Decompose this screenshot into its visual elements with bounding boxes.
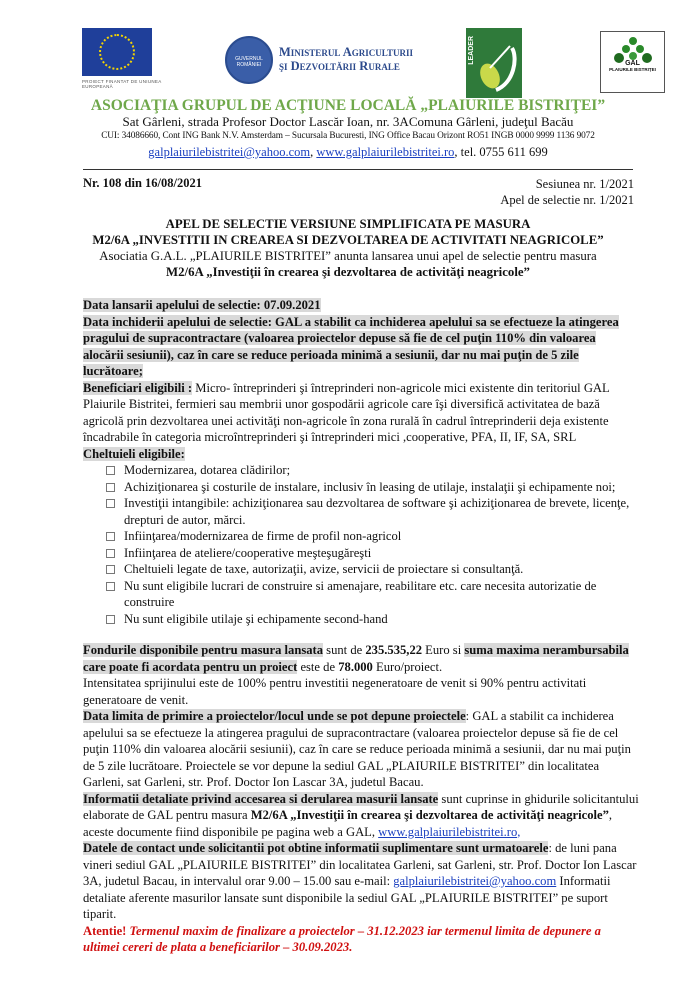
info-label: Informatii detaliate privind accesarea si derularea masurii lansate [83,791,439,806]
text: Informatii detaliate aferente masurilor lansate sunt disponibile la sediul GAL „PLAIURILE BISTRITEI” pe suport tiparit. [83,874,611,921]
launch-date [83,297,639,314]
max-grant-label: suma maxima nerambursabila care poate fi acordata pentru un proiect [83,643,629,674]
title-line-3: Asociatia G.A.L. „PLAIURILE BISTRITEI” anunta lansarea unui apel de selectie pentru masura [99,249,597,263]
gal-subtitle: PLAIURILE BISTRIȚEI [609,67,656,72]
deadline-paragraph [83,708,639,791]
checkbox-bullet-icon [106,483,115,492]
launch-date-label: Data lansarii apelului de selectie: 07.09.2021 [83,298,321,312]
beneficiaries-text: Micro- întreprinderi şi întreprinderi non-agricole mici existente din teritoriul GAL Plaiurile Bistritei, fermieri sau membrii unor gospodării agricole care îşi diversifică activitatea de bază agricolă prin dezvoltarea unei activităţi non-agricole în zona rurală în cadrul întreprinderii deja existente încadrabile în categoria microîntreprinderi şi întreprinderi mici ,cooperative, PFA, II, IF, SA, SRL [83,380,610,444]
text: : de luni pana vineri sediul GAL „PLAIURILE BISTRITEI” din localitatea Garleni, sat Garleni, str. Prof. Doctor Ion Lascar 3A, judetul Bacau, in intervalul orar 9.00 – 15.00 sau e-mail: [83,841,637,888]
checkbox-bullet-icon [106,549,115,558]
leader-text: LEADER [468,36,475,65]
expenses-heading [83,446,639,463]
funds-label: Fondurile disponibile pentru masura lansata [83,643,324,657]
list-item [106,495,639,528]
contact-paragraph [83,840,639,923]
max-grant-amount: 78.000 [338,659,373,674]
document-title [0,216,696,280]
ministry-line-2: şi Dezvoltării Rurale [279,59,400,73]
list-item [106,578,639,611]
organization-address: Sat Gârleni, strada Profesor Doctor Lascăr Ioan, nr. 3AComuna Gârleni, judeţul Bacău [122,114,574,129]
closing-date [83,314,639,380]
beneficiaries-label: Beneficiari eligibili : [83,380,193,395]
eu-caption: PROIECT FINANTAT DE UNIUNEA EUROPEANĂ [82,79,162,89]
list-item-text: Cheltuieli legate de taxe, autorizaţii, avize, servicii de proiectare si consultanţă. [124,562,524,576]
list-item [106,611,639,628]
list-item-text: Infiinţarea de ateliere/cooperative meşteşugăreşti [124,545,372,560]
list-item-text: Investiţii intangibile: achiziţionarea sau dezvoltarea de software şi achiziţionarea de brevete, licenţe, drepturi de autor, mărci. [124,496,630,527]
deadline-label: Data limita de primire a proiectelor/locul unde se pot depune proiectele [83,709,466,723]
list-item-text: Modernizarea, dotarea clădirilor; [124,463,291,477]
romanian-government-seal-logo [225,36,273,84]
list-item [106,462,639,479]
list-item-text: Nu sunt eligibile lucrari de construire si amenajare, reabilitare etc. care necesita autorizatie de construire [124,578,597,609]
title-line-2: M2/6A „INVESTITII IN CREAREA SI DEZVOLTAREA DE ACTIVITATI NEAGRICOLE” [92,233,604,247]
website-link[interactable]: www.galplaiurilebistritei.ro, [378,824,521,839]
gal-name: GAL [625,60,640,67]
document-body [83,297,639,956]
separator: , [310,145,317,159]
list-item-text: Nu sunt eligibile utilaje şi echipamente second-hand [124,611,388,626]
organization-name: ASOCIAŢIA GRUPUL DE ACŢIUNE LOCALĂ „PLAIURILE BISTRIŢEI” [90,97,606,114]
list-item-text: Achiziţionarea şi costurile de instalare, inclusiv în leasing de utilaje, instalaţii şi echipamente noi; [124,479,616,494]
expenses-list [83,462,639,627]
call-number: Apel de selectie nr. 1/2021 [500,193,634,207]
title-line-1: APEL DE SELECTIE VERSIUNE SIMPLIFICATA PE MASURA [165,217,531,231]
website-link[interactable]: www.galplaiurilebistritei.ro [316,145,455,159]
list-item-text: Infiinţarea/modernizarea de firme de profil non-agricol [124,529,402,543]
checkbox-bullet-icon [106,466,115,475]
text: sunt cuprinse in ghidurile solicitantului elaborate de GAL pentru masura [83,791,639,822]
contact-links [0,145,696,160]
email-link[interactable]: galplaiurilebistritei@yahoo.com [393,874,557,888]
checkbox-bullet-icon [106,499,115,508]
text: , aceste documente fiind disponibile pe pagina web a GAL, [83,808,613,839]
beneficiaries [83,380,639,446]
text: Euro/proiect. [372,659,443,674]
seal-text: GUVERNUL ROMÂNIEI [235,56,263,68]
attention-notice [83,923,639,956]
checkbox-bullet-icon [106,565,115,574]
header-divider [83,169,633,170]
text: Euro si [422,643,465,657]
contact-label: Datele de contact unde solicitantii pot obtine informatii suplimentare sunt urmatoarele [83,841,549,855]
expenses-label: Cheltuieli eligibile: [83,446,185,461]
title-line-4: M2/6A „Investiţii în crearea şi dezvoltarea de activităţi neagricole” [166,265,530,279]
funds-paragraph [83,642,639,675]
list-item [106,561,639,578]
funds-amount: 235.535,22 [365,643,423,657]
checkbox-bullet-icon [106,582,115,591]
ministry-logo-text [279,45,413,73]
info-paragraph [83,791,639,841]
eu-stars-icon [99,34,135,70]
measure-name: M2/6A „Investiţii în crearea şi dezvoltarea de activităţi neagricole” [250,808,609,822]
text: este de [297,659,339,674]
checkbox-bullet-icon [106,532,115,541]
session-info [500,176,634,208]
eu-flag-logo [82,28,152,76]
support-intensity: Intensitatea sprijinului este de 100% pentru investitii negeneratoare de venit si 90% pentru activitati generatoare de venit. [83,676,587,707]
attention-label: Atentie! [83,923,127,938]
phone-text: , tel. 0755 611 699 [454,145,548,159]
checkbox-bullet-icon [106,615,115,624]
closing-date-label: Data inchiderii apelului de selectie: GAL a stabilit ca inchiderea apelului sa se efectueze la atingerea pragului de supracontractare (valoarea proiectelor depuse să fie de cel puţin 110% din valoarea alocării sesiunii), caz în care se reduce perioada minimă a sesiunii, dar nu mai puţin de 5 zile lucrătoare; [83,314,619,378]
session-number: Sesiunea nr. 1/2021 [535,177,634,191]
ministry-line-1: Ministerul Agriculturii [279,45,413,59]
gal-tree-icon [611,36,655,66]
deadline-text: : GAL a stabilit ca inchiderea apelului sa se efectueze la atingerea pragului de supracontractare (valoarea proiectelor depuse să fie de cel puţin 110% din valoarea alocării sesiunii), caz în care se reduce perioada minimă a sesiunii, dar nu mai puţin de 5 zile lucrătoare. Proiectele se vor depune la sediul GAL „PLAIURILE BISTRITEI” din localitatea Garleni, sat Garleni, str. Prof. Doctor Ion Lascar 3A, judetul Bacau. [83,709,631,789]
registration-number: Nr. 108 din 16/08/2021 [83,176,203,190]
leader-logo [466,28,522,98]
list-item [106,545,639,562]
attention-text: Termenul maxim de finalizare a proiectelor – 31.12.2023 iar termenul limita de depunere a ultimei cereri de plata a beneficiarilor – 30.09.2023. [83,923,601,954]
gal-logo [600,31,665,93]
organization-bank-details: CUI: 34086660, Cont ING Bank N.V. Amsterdam – Sucursala Bucuresti, ING Office Bacau Orizont RO51 INGB 0000 9999 1136 9072 [101,131,595,141]
list-item [106,528,639,545]
list-item [106,479,639,496]
text: sunt de [323,643,366,657]
email-link[interactable]: galplaiurilebistritei@yahoo.com [148,145,311,159]
